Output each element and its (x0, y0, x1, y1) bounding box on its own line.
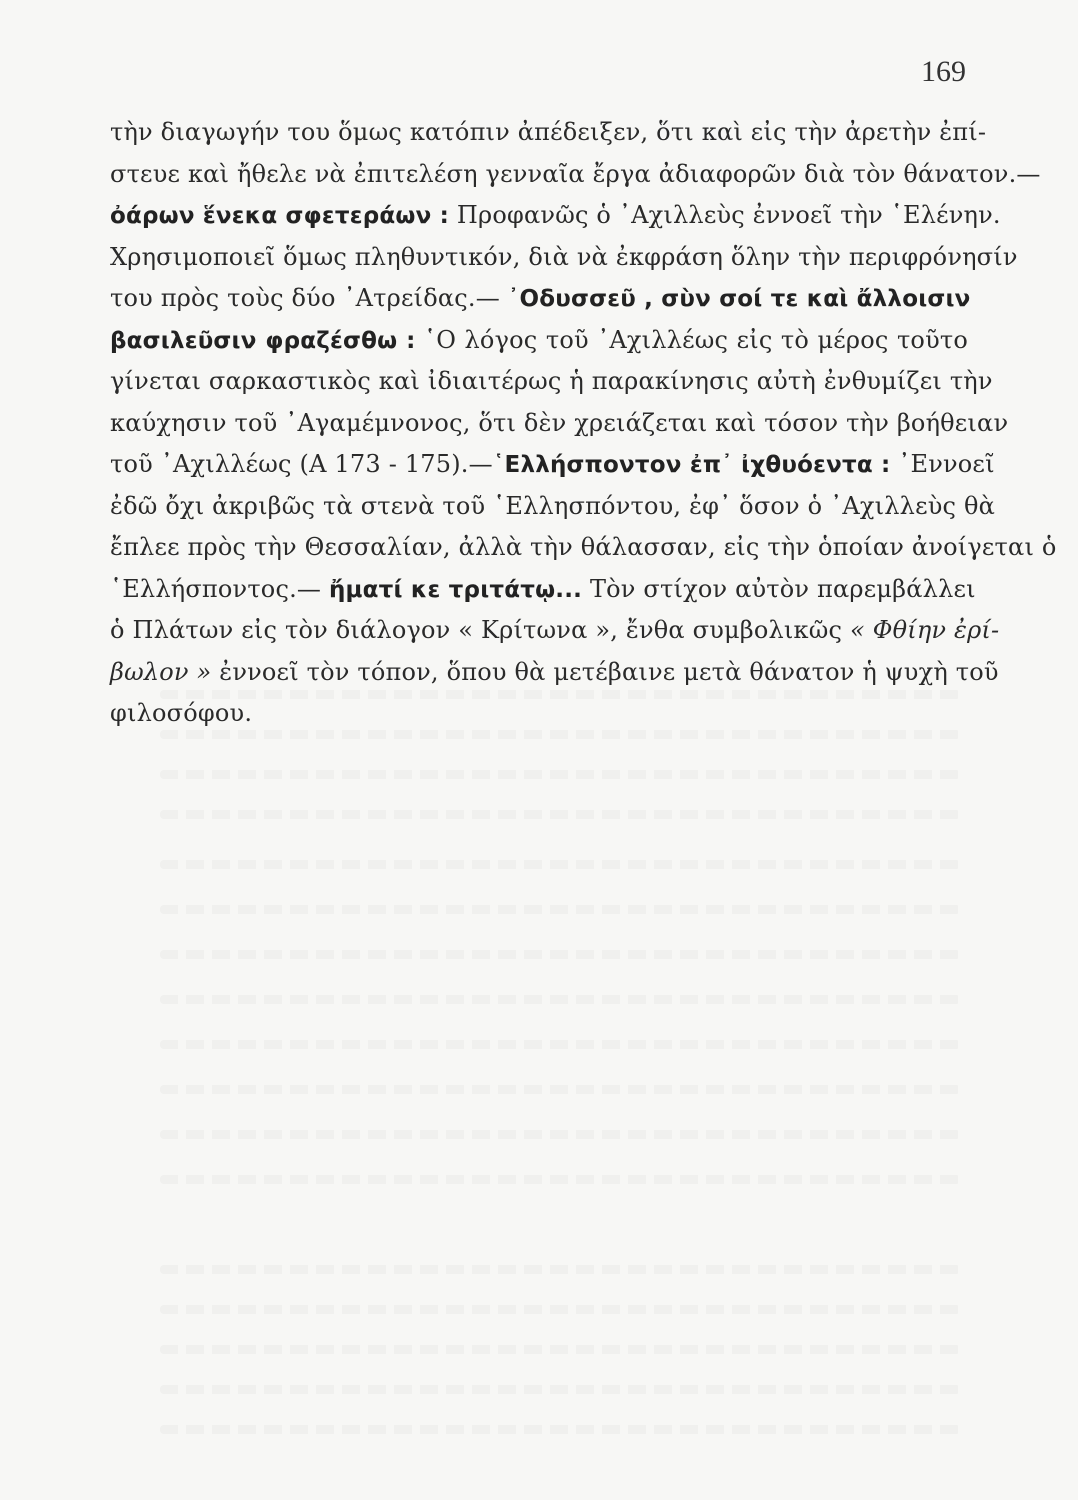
bleed-line (160, 770, 960, 779)
bleed-line (160, 950, 960, 959)
bleed-line (160, 1040, 960, 1049)
bleed-line (160, 995, 960, 1004)
bleed-line (160, 1305, 960, 1314)
text-run: ἐννοεῖ τὸν τόπον, ὅπου θὰ μετέβαινε μετὰ θάνατον ἡ ψυχὴ τοῦ (211, 657, 999, 686)
text-run: ἐδῶ ὄχι ἀκριβῶς τὰ στενὰ τοῦ ῾Ελλησπόντου, ἐφ᾿ ὅσον ὁ ᾿Αχιλλεὺς θὰ (110, 491, 996, 520)
commentary-text (110, 112, 1057, 735)
bleed-line (160, 1265, 960, 1274)
text-line (110, 237, 1018, 279)
lemma-heading: ᾿Οδυσσεῦ , σὺν σοί τε καὶ ἄλλοισιν (507, 286, 971, 312)
text-run: ὁ Πλάτων εἰς τὸν διάλογον « Κρίτωνα », ἔνθα συμβολικῶς (110, 616, 850, 644)
page-number: 169 (921, 55, 966, 88)
text-run: ῾Ελλήσποντος.— (110, 574, 329, 603)
bleed-line (160, 1130, 960, 1139)
bleed-line (160, 1385, 960, 1394)
text-run: του πρὸς τοὺς δύο ᾿Ατρείδας.— (110, 284, 508, 312)
bleed-line (160, 730, 960, 739)
text-run: ῾Ο λόγος τοῦ ᾿Αχιλλέως εἰς τὸ μέρος τοῦτο (415, 325, 968, 354)
bleed-line (160, 1175, 960, 1184)
text-line (110, 320, 968, 362)
text-line (110, 569, 976, 611)
text-line (110, 361, 993, 403)
text-line (110, 154, 1041, 196)
text-run: ᾿Εννοεῖ (890, 450, 995, 478)
text-line (110, 652, 999, 694)
quotation: βωλον » (110, 657, 212, 686)
bleed-line (160, 1345, 960, 1354)
text-line (110, 444, 995, 486)
text-line (110, 610, 1000, 652)
bleed-line (160, 1425, 960, 1434)
text-run: στευε καὶ ἤθελε νὰ ἐπιτελέση γενναῖα ἔργα ἀδιαφορῶν διὰ τὸν θάνατον.— (110, 159, 1041, 188)
bleed-line (160, 1085, 960, 1094)
lemma-heading: ἤματί κε τριτάτῳ... (328, 576, 583, 603)
lemma-heading: βασιλεῦσιν φραζέσθω : (110, 327, 416, 354)
text-line (110, 527, 1057, 569)
text-run: Τὸν στίχον αὐτὸν παρεμβάλλει (582, 574, 976, 603)
text-run: ἔπλεε πρὸς τὴν Θεσσαλίαν, ἀλλὰ τὴν θάλασσαν, εἰς τὴν ὁποίαν ἀνοίγεται ὁ (110, 533, 1057, 561)
bleed-line (160, 690, 960, 699)
text-run: γίνεται σαρκαστικὸς καὶ ἰδιαιτέρως ἡ παρακίνησις αὐτὴ ἐνθυμίζει τὴν (110, 367, 993, 395)
lemma-heading: ῾Ελλήσποντον ἐπ᾿ ἰχθυόεντα : (492, 452, 891, 478)
text-line (110, 403, 1009, 445)
text-line (110, 195, 1001, 237)
text-line (110, 486, 996, 528)
text-line (110, 693, 968, 735)
text-run: τὴν διαγωγήν του ὅμως κατόπιν ἀπέδειξεν, ὅτι καὶ εἰς τὴν ἀρετὴν ἐπί- (110, 118, 987, 146)
bleed-line (160, 860, 960, 869)
text-run: τοῦ ᾿Αχιλλέως (Α 173 - 175).— (110, 450, 493, 478)
text-run: Χρησιμοποιεῖ ὅμως πληθυντικόν, διὰ νὰ ἐκφράση ὅλην τὴν περιφρόνησίν (110, 242, 1018, 271)
text-run: καύχησιν τοῦ ᾿Αγαμέμνονος, ὅτι δὲν χρειάζεται καὶ τόσον τὴν βοήθειαν (110, 408, 1009, 437)
bleed-line (160, 905, 960, 914)
bleed-line (160, 810, 960, 819)
text-run: φιλοσόφου. (110, 699, 253, 727)
text-run: Προφανῶς ὁ ᾿Αχιλλεὺς ἐννοεῖ τὴν ῾Ελένην. (449, 201, 1001, 229)
text-line (110, 112, 987, 154)
text-line (110, 278, 971, 320)
quotation: « Φθίην ἐρί- (849, 616, 1000, 644)
lemma-heading: ὀάρων ἕνεκα σφετεράων : (110, 203, 450, 229)
